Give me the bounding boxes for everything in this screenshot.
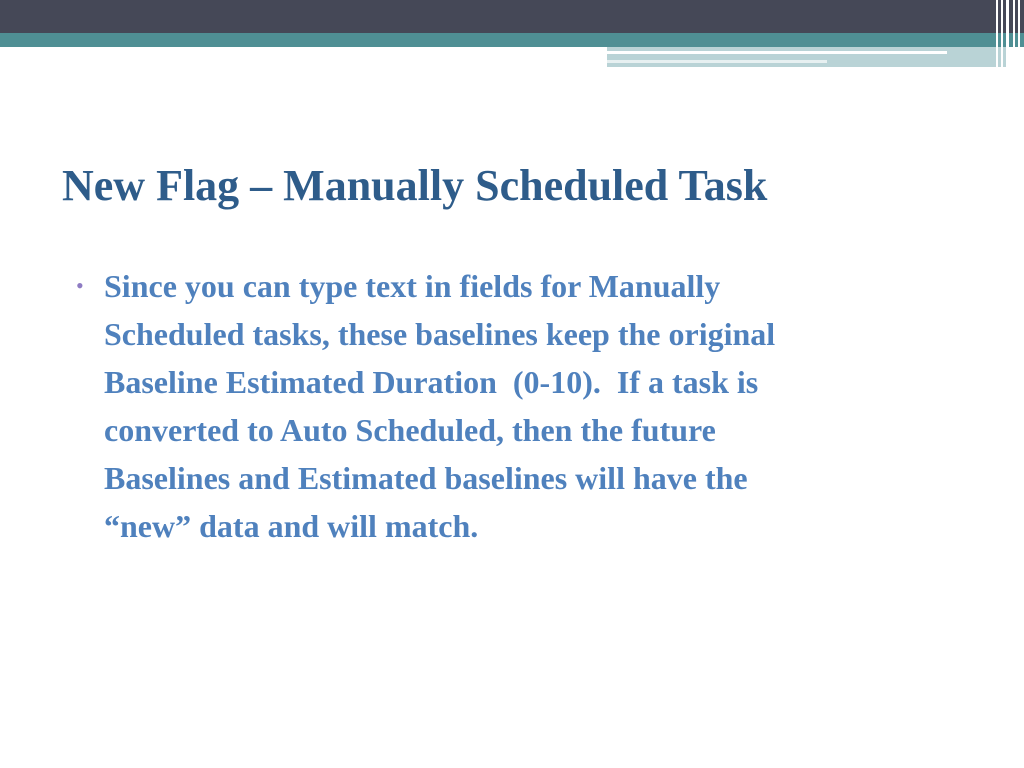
bullet-text-line: Baseline Estimated Duration (0-10). If a task is xyxy=(104,364,759,400)
bullet-text-line: converted to Auto Scheduled, then the future xyxy=(104,412,716,448)
slide-title: New Flag – Manually Scheduled Task xyxy=(62,161,768,210)
bullet-text-line: Since you can type text in fields for Manually xyxy=(104,268,721,304)
bullet-list xyxy=(76,262,956,550)
header-teal-band xyxy=(0,33,1024,47)
bullet-text-line: “new” data and will match. xyxy=(104,508,479,544)
bullet-text-line: Scheduled tasks, these baselines keep the original xyxy=(104,316,776,352)
header-light-stripe-2 xyxy=(607,60,827,63)
bullet-icon: • xyxy=(76,273,84,298)
header-light-stripe xyxy=(607,51,947,54)
header-light-band xyxy=(607,47,1007,67)
header-dark-band xyxy=(0,0,1024,33)
bullet-item xyxy=(76,262,956,550)
bullet-text-line: Baselines and Estimated baselines will have the xyxy=(104,460,748,496)
header-right-stripes xyxy=(992,0,1024,70)
